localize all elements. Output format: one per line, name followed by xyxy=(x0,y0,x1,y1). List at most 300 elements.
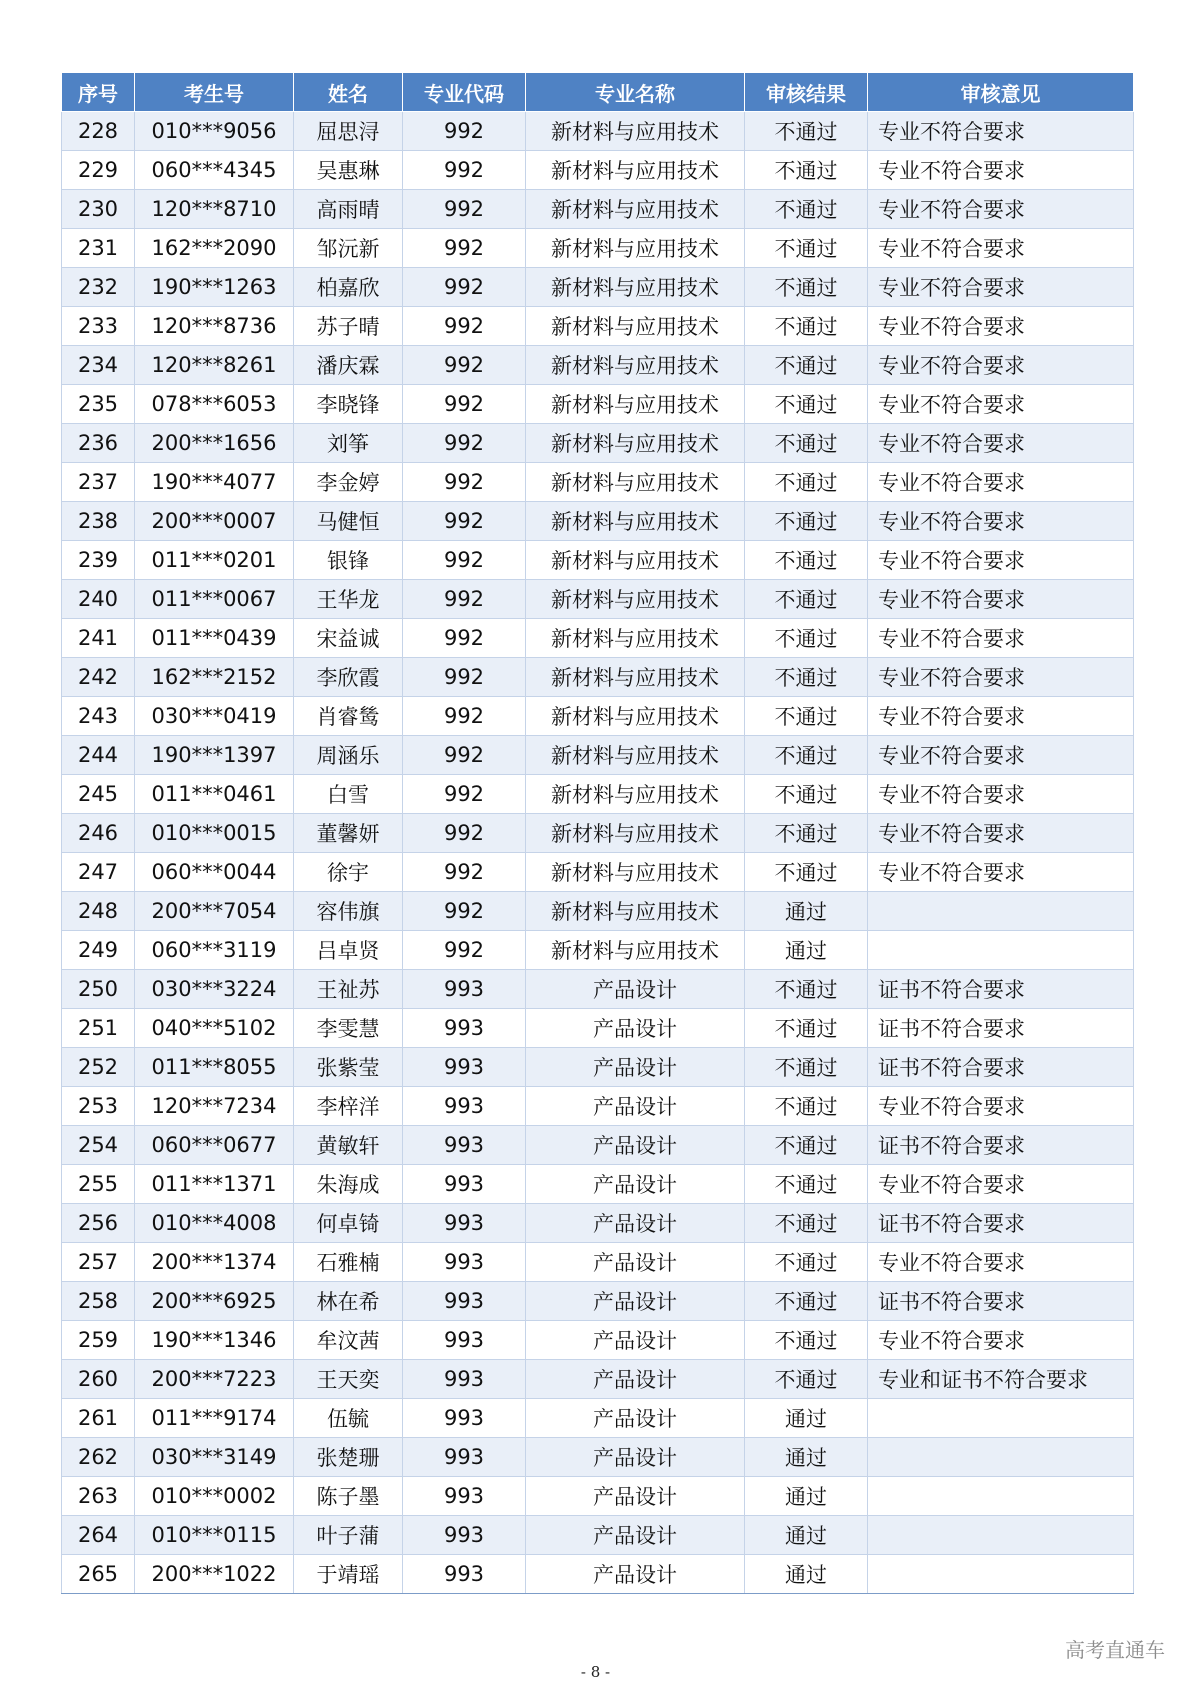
review-opinion-cell xyxy=(868,1438,1134,1477)
review-opinion-cell: 专业不符合要求 xyxy=(868,307,1134,346)
name-cell: 吴惠琳 xyxy=(294,151,403,190)
review-result-cell: 不通过 xyxy=(745,736,868,775)
watermark-text: 高考直通车 xyxy=(1065,1638,1165,1662)
review-result-cell: 通过 xyxy=(745,1555,868,1594)
review-result-cell: 不通过 xyxy=(745,346,868,385)
table-row xyxy=(62,151,1134,190)
review-result-cell: 通过 xyxy=(745,1438,868,1477)
name-cell: 李金婷 xyxy=(294,463,403,502)
candidate-number-cell: 200***6925 xyxy=(135,1282,294,1321)
major-name-cell: 新材料与应用技术 xyxy=(526,151,745,190)
review-result-cell: 不通过 xyxy=(745,697,868,736)
major-code-cell: 992 xyxy=(403,502,526,541)
major-name-cell: 新材料与应用技术 xyxy=(526,229,745,268)
table-row xyxy=(62,424,1134,463)
review-result-cell: 通过 xyxy=(745,1477,868,1516)
table-row xyxy=(62,1555,1134,1594)
major-code-cell: 993 xyxy=(403,1516,526,1555)
review-opinion-cell: 专业不符合要求 xyxy=(868,1087,1134,1126)
review-result-cell: 不通过 xyxy=(745,853,868,892)
major-code-cell: 993 xyxy=(403,1477,526,1516)
review-opinion-cell: 专业和证书不符合要求 xyxy=(868,1360,1134,1399)
serial-number-cell: 254 xyxy=(62,1126,135,1165)
name-cell: 徐宇 xyxy=(294,853,403,892)
review-opinion-cell xyxy=(868,1477,1134,1516)
major-name-cell: 产品设计 xyxy=(526,970,745,1009)
major-name-cell: 新材料与应用技术 xyxy=(526,931,745,970)
major-name-cell: 新材料与应用技术 xyxy=(526,853,745,892)
name-cell: 董馨妍 xyxy=(294,814,403,853)
candidate-number-cell: 060***4345 xyxy=(135,151,294,190)
review-opinion-cell: 专业不符合要求 xyxy=(868,697,1134,736)
major-code-cell: 993 xyxy=(403,1243,526,1282)
candidate-number-cell: 030***3224 xyxy=(135,970,294,1009)
review-result-cell: 不通过 xyxy=(745,268,868,307)
table-row xyxy=(62,463,1134,502)
review-result-cell: 不通过 xyxy=(745,502,868,541)
review-opinion-cell xyxy=(868,1516,1134,1555)
major-code-cell: 992 xyxy=(403,463,526,502)
major-name-cell: 产品设计 xyxy=(526,1204,745,1243)
major-name-cell: 产品设计 xyxy=(526,1009,745,1048)
name-cell: 伍毓 xyxy=(294,1399,403,1438)
serial-number-cell: 256 xyxy=(62,1204,135,1243)
name-cell: 容伟旗 xyxy=(294,892,403,931)
table-row xyxy=(62,931,1134,970)
major-code-cell: 993 xyxy=(403,1321,526,1360)
candidate-number-cell: 200***0007 xyxy=(135,502,294,541)
major-name-cell: 产品设计 xyxy=(526,1243,745,1282)
header-serial-number: 序号 xyxy=(62,73,135,112)
major-code-cell: 992 xyxy=(403,307,526,346)
candidate-number-cell: 162***2152 xyxy=(135,658,294,697)
major-code-cell: 992 xyxy=(403,268,526,307)
review-opinion-cell: 专业不符合要求 xyxy=(868,814,1134,853)
major-code-cell: 992 xyxy=(403,736,526,775)
major-name-cell: 新材料与应用技术 xyxy=(526,307,745,346)
serial-number-cell: 247 xyxy=(62,853,135,892)
table-row xyxy=(62,1048,1134,1087)
review-opinion-cell: 证书不符合要求 xyxy=(868,1126,1134,1165)
major-code-cell: 993 xyxy=(403,1360,526,1399)
candidate-number-cell: 011***0439 xyxy=(135,619,294,658)
review-opinion-cell: 专业不符合要求 xyxy=(868,619,1134,658)
candidate-number-cell: 190***1397 xyxy=(135,736,294,775)
name-cell: 陈子墨 xyxy=(294,1477,403,1516)
header-candidate-number: 考生号 xyxy=(135,73,294,112)
review-opinion-cell: 专业不符合要求 xyxy=(868,463,1134,502)
serial-number-cell: 242 xyxy=(62,658,135,697)
major-name-cell: 新材料与应用技术 xyxy=(526,502,745,541)
table-row xyxy=(62,190,1134,229)
serial-number-cell: 228 xyxy=(62,112,135,151)
candidate-number-cell: 030***0419 xyxy=(135,697,294,736)
review-opinion-cell: 专业不符合要求 xyxy=(868,775,1134,814)
serial-number-cell: 246 xyxy=(62,814,135,853)
serial-number-cell: 250 xyxy=(62,970,135,1009)
review-opinion-cell xyxy=(868,1399,1134,1438)
table-row xyxy=(62,697,1134,736)
serial-number-cell: 261 xyxy=(62,1399,135,1438)
serial-number-cell: 244 xyxy=(62,736,135,775)
review-result-cell: 不通过 xyxy=(745,229,868,268)
table-row xyxy=(62,307,1134,346)
major-name-cell: 新材料与应用技术 xyxy=(526,190,745,229)
candidate-number-cell: 010***0115 xyxy=(135,1516,294,1555)
review-opinion-cell: 证书不符合要求 xyxy=(868,1009,1134,1048)
table-row xyxy=(62,1165,1134,1204)
major-code-cell: 993 xyxy=(403,1087,526,1126)
candidate-number-cell: 200***1374 xyxy=(135,1243,294,1282)
review-opinion-cell: 专业不符合要求 xyxy=(868,736,1134,775)
table-row xyxy=(62,970,1134,1009)
table-row xyxy=(62,1516,1134,1555)
table-row xyxy=(62,1009,1134,1048)
name-cell: 李雯慧 xyxy=(294,1009,403,1048)
major-code-cell: 993 xyxy=(403,1165,526,1204)
review-result-cell: 不通过 xyxy=(745,1243,868,1282)
major-name-cell: 产品设计 xyxy=(526,1399,745,1438)
name-cell: 石雅楠 xyxy=(294,1243,403,1282)
serial-number-cell: 233 xyxy=(62,307,135,346)
review-result-cell: 不通过 xyxy=(745,1282,868,1321)
table-row xyxy=(62,853,1134,892)
table-body xyxy=(62,112,1134,1594)
table-row xyxy=(62,1477,1134,1516)
candidate-number-cell: 200***7223 xyxy=(135,1360,294,1399)
major-code-cell: 992 xyxy=(403,112,526,151)
header-review-opinion: 审核意见 xyxy=(868,73,1134,112)
table-row xyxy=(62,1360,1134,1399)
table-row xyxy=(62,229,1134,268)
serial-number-cell: 253 xyxy=(62,1087,135,1126)
table-row xyxy=(62,736,1134,775)
review-result-cell: 不通过 xyxy=(745,1165,868,1204)
serial-number-cell: 263 xyxy=(62,1477,135,1516)
name-cell: 高雨晴 xyxy=(294,190,403,229)
review-opinion-cell xyxy=(868,892,1134,931)
review-result-cell: 不通过 xyxy=(745,1087,868,1126)
candidate-number-cell: 060***0677 xyxy=(135,1126,294,1165)
table-row xyxy=(62,1321,1134,1360)
review-result-cell: 不通过 xyxy=(745,1048,868,1087)
serial-number-cell: 259 xyxy=(62,1321,135,1360)
serial-number-cell: 234 xyxy=(62,346,135,385)
table-row xyxy=(62,1204,1134,1243)
header-major-name: 专业名称 xyxy=(526,73,745,112)
major-code-cell: 993 xyxy=(403,1282,526,1321)
serial-number-cell: 229 xyxy=(62,151,135,190)
major-code-cell: 992 xyxy=(403,931,526,970)
major-code-cell: 992 xyxy=(403,346,526,385)
table-row xyxy=(62,892,1134,931)
review-opinion-cell: 专业不符合要求 xyxy=(868,268,1134,307)
review-opinion-cell: 专业不符合要求 xyxy=(868,580,1134,619)
major-code-cell: 992 xyxy=(403,190,526,229)
candidate-number-cell: 120***8710 xyxy=(135,190,294,229)
major-name-cell: 新材料与应用技术 xyxy=(526,658,745,697)
serial-number-cell: 238 xyxy=(62,502,135,541)
major-code-cell: 993 xyxy=(403,1048,526,1087)
name-cell: 于靖瑶 xyxy=(294,1555,403,1594)
review-result-cell: 不通过 xyxy=(745,307,868,346)
name-cell: 王华龙 xyxy=(294,580,403,619)
table-row xyxy=(62,1126,1134,1165)
candidate-number-cell: 011***0067 xyxy=(135,580,294,619)
name-cell: 李晓锋 xyxy=(294,385,403,424)
review-opinion-cell: 证书不符合要求 xyxy=(868,1282,1134,1321)
review-result-cell: 不通过 xyxy=(745,190,868,229)
review-results-table xyxy=(61,72,1134,1594)
table-row xyxy=(62,1243,1134,1282)
table-row xyxy=(62,1087,1134,1126)
review-result-cell: 不通过 xyxy=(745,151,868,190)
header-major-code: 专业代码 xyxy=(403,73,526,112)
candidate-number-cell: 010***0015 xyxy=(135,814,294,853)
candidate-number-cell: 011***0201 xyxy=(135,541,294,580)
table-row xyxy=(62,1438,1134,1477)
name-cell: 潘庆霖 xyxy=(294,346,403,385)
review-opinion-cell: 专业不符合要求 xyxy=(868,229,1134,268)
serial-number-cell: 251 xyxy=(62,1009,135,1048)
major-code-cell: 993 xyxy=(403,1204,526,1243)
name-cell: 何卓锜 xyxy=(294,1204,403,1243)
major-name-cell: 产品设计 xyxy=(526,1360,745,1399)
page-number: - 8 - xyxy=(580,1663,611,1681)
review-opinion-cell: 专业不符合要求 xyxy=(868,853,1134,892)
candidate-number-cell: 120***8261 xyxy=(135,346,294,385)
major-code-cell: 993 xyxy=(403,1009,526,1048)
name-cell: 银锋 xyxy=(294,541,403,580)
candidate-number-cell: 010***9056 xyxy=(135,112,294,151)
major-code-cell: 992 xyxy=(403,697,526,736)
name-cell: 肖睿鸶 xyxy=(294,697,403,736)
serial-number-cell: 230 xyxy=(62,190,135,229)
candidate-number-cell: 078***6053 xyxy=(135,385,294,424)
major-code-cell: 993 xyxy=(403,1555,526,1594)
serial-number-cell: 245 xyxy=(62,775,135,814)
table-row xyxy=(62,775,1134,814)
serial-number-cell: 262 xyxy=(62,1438,135,1477)
review-opinion-cell: 专业不符合要求 xyxy=(868,151,1134,190)
major-name-cell: 产品设计 xyxy=(526,1438,745,1477)
name-cell: 柏嘉欣 xyxy=(294,268,403,307)
major-code-cell: 992 xyxy=(403,385,526,424)
serial-number-cell: 237 xyxy=(62,463,135,502)
review-result-cell: 不通过 xyxy=(745,463,868,502)
serial-number-cell: 236 xyxy=(62,424,135,463)
candidate-number-cell: 190***1263 xyxy=(135,268,294,307)
review-opinion-cell xyxy=(868,1555,1134,1594)
serial-number-cell: 257 xyxy=(62,1243,135,1282)
review-opinion-cell: 专业不符合要求 xyxy=(868,190,1134,229)
review-result-cell: 不通过 xyxy=(745,619,868,658)
review-result-cell: 不通过 xyxy=(745,1204,868,1243)
review-result-cell: 不通过 xyxy=(745,541,868,580)
candidate-number-cell: 200***7054 xyxy=(135,892,294,931)
review-result-cell: 通过 xyxy=(745,1399,868,1438)
serial-number-cell: 248 xyxy=(62,892,135,931)
header-name: 姓名 xyxy=(294,73,403,112)
review-result-cell: 不通过 xyxy=(745,775,868,814)
major-code-cell: 992 xyxy=(403,853,526,892)
name-cell: 朱海成 xyxy=(294,1165,403,1204)
name-cell: 张楚珊 xyxy=(294,1438,403,1477)
serial-number-cell: 249 xyxy=(62,931,135,970)
serial-number-cell: 239 xyxy=(62,541,135,580)
review-opinion-cell: 专业不符合要求 xyxy=(868,1321,1134,1360)
review-result-cell: 不通过 xyxy=(745,1321,868,1360)
major-name-cell: 产品设计 xyxy=(526,1126,745,1165)
table-row xyxy=(62,814,1134,853)
serial-number-cell: 235 xyxy=(62,385,135,424)
review-opinion-cell: 专业不符合要求 xyxy=(868,541,1134,580)
major-code-cell: 992 xyxy=(403,892,526,931)
serial-number-cell: 232 xyxy=(62,268,135,307)
name-cell: 邹沅新 xyxy=(294,229,403,268)
review-opinion-cell xyxy=(868,931,1134,970)
table-row xyxy=(62,385,1134,424)
review-opinion-cell: 专业不符合要求 xyxy=(868,1243,1134,1282)
major-name-cell: 新材料与应用技术 xyxy=(526,580,745,619)
name-cell: 李梓洋 xyxy=(294,1087,403,1126)
major-code-cell: 992 xyxy=(403,658,526,697)
candidate-number-cell: 060***3119 xyxy=(135,931,294,970)
table-row xyxy=(62,1399,1134,1438)
review-opinion-cell: 专业不符合要求 xyxy=(868,346,1134,385)
major-code-cell: 992 xyxy=(403,580,526,619)
major-name-cell: 产品设计 xyxy=(526,1321,745,1360)
serial-number-cell: 260 xyxy=(62,1360,135,1399)
review-opinion-cell: 专业不符合要求 xyxy=(868,112,1134,151)
serial-number-cell: 265 xyxy=(62,1555,135,1594)
serial-number-cell: 252 xyxy=(62,1048,135,1087)
candidate-number-cell: 120***7234 xyxy=(135,1087,294,1126)
review-result-cell: 不通过 xyxy=(745,424,868,463)
major-code-cell: 993 xyxy=(403,1399,526,1438)
major-code-cell: 992 xyxy=(403,424,526,463)
candidate-number-cell: 040***5102 xyxy=(135,1009,294,1048)
review-result-cell: 不通过 xyxy=(745,580,868,619)
name-cell: 王天奕 xyxy=(294,1360,403,1399)
name-cell: 苏子晴 xyxy=(294,307,403,346)
name-cell: 刘筝 xyxy=(294,424,403,463)
review-result-cell: 不通过 xyxy=(745,814,868,853)
table-row xyxy=(62,112,1134,151)
major-name-cell: 产品设计 xyxy=(526,1516,745,1555)
candidate-number-cell: 011***0461 xyxy=(135,775,294,814)
candidate-number-cell: 120***8736 xyxy=(135,307,294,346)
table-row xyxy=(62,619,1134,658)
candidate-number-cell: 011***9174 xyxy=(135,1399,294,1438)
major-name-cell: 产品设计 xyxy=(526,1165,745,1204)
major-name-cell: 新材料与应用技术 xyxy=(526,775,745,814)
name-cell: 白雪 xyxy=(294,775,403,814)
table-row xyxy=(62,658,1134,697)
review-result-cell: 不通过 xyxy=(745,1009,868,1048)
review-opinion-cell: 证书不符合要求 xyxy=(868,1048,1134,1087)
name-cell: 马健恒 xyxy=(294,502,403,541)
table-row xyxy=(62,268,1134,307)
name-cell: 宋益诚 xyxy=(294,619,403,658)
name-cell: 黄敏轩 xyxy=(294,1126,403,1165)
review-result-cell: 不通过 xyxy=(745,112,868,151)
major-code-cell: 992 xyxy=(403,775,526,814)
major-name-cell: 新材料与应用技术 xyxy=(526,892,745,931)
serial-number-cell: 243 xyxy=(62,697,135,736)
major-name-cell: 产品设计 xyxy=(526,1048,745,1087)
candidate-number-cell: 011***8055 xyxy=(135,1048,294,1087)
serial-number-cell: 231 xyxy=(62,229,135,268)
name-cell: 林在希 xyxy=(294,1282,403,1321)
candidate-number-cell: 162***2090 xyxy=(135,229,294,268)
major-name-cell: 新材料与应用技术 xyxy=(526,112,745,151)
major-name-cell: 新材料与应用技术 xyxy=(526,424,745,463)
major-name-cell: 产品设计 xyxy=(526,1282,745,1321)
review-result-cell: 不通过 xyxy=(745,970,868,1009)
serial-number-cell: 240 xyxy=(62,580,135,619)
major-name-cell: 新材料与应用技术 xyxy=(526,814,745,853)
table-row xyxy=(62,1282,1134,1321)
major-name-cell: 新材料与应用技术 xyxy=(526,697,745,736)
table-header-row xyxy=(62,73,1134,112)
candidate-number-cell: 200***1656 xyxy=(135,424,294,463)
name-cell: 吕卓贤 xyxy=(294,931,403,970)
major-name-cell: 产品设计 xyxy=(526,1555,745,1594)
candidate-number-cell: 030***3149 xyxy=(135,1438,294,1477)
name-cell: 王祉苏 xyxy=(294,970,403,1009)
serial-number-cell: 255 xyxy=(62,1165,135,1204)
name-cell: 周涵乐 xyxy=(294,736,403,775)
candidate-number-cell: 190***1346 xyxy=(135,1321,294,1360)
candidate-number-cell: 010***0002 xyxy=(135,1477,294,1516)
major-name-cell: 新材料与应用技术 xyxy=(526,268,745,307)
review-result-cell: 不通过 xyxy=(745,658,868,697)
name-cell: 李欣霞 xyxy=(294,658,403,697)
major-name-cell: 新材料与应用技术 xyxy=(526,385,745,424)
major-name-cell: 新材料与应用技术 xyxy=(526,619,745,658)
review-opinion-cell: 证书不符合要求 xyxy=(868,1204,1134,1243)
name-cell: 张紫莹 xyxy=(294,1048,403,1087)
review-opinion-cell: 专业不符合要求 xyxy=(868,1165,1134,1204)
table-row xyxy=(62,346,1134,385)
major-code-cell: 993 xyxy=(403,970,526,1009)
major-code-cell: 993 xyxy=(403,1126,526,1165)
major-code-cell: 992 xyxy=(403,814,526,853)
serial-number-cell: 264 xyxy=(62,1516,135,1555)
major-code-cell: 992 xyxy=(403,151,526,190)
review-result-cell: 不通过 xyxy=(745,1360,868,1399)
major-code-cell: 993 xyxy=(403,1438,526,1477)
major-name-cell: 产品设计 xyxy=(526,1477,745,1516)
review-result-cell: 不通过 xyxy=(745,1126,868,1165)
candidate-number-cell: 200***1022 xyxy=(135,1555,294,1594)
name-cell: 叶子蒲 xyxy=(294,1516,403,1555)
candidate-number-cell: 010***4008 xyxy=(135,1204,294,1243)
candidate-number-cell: 011***1371 xyxy=(135,1165,294,1204)
review-opinion-cell: 专业不符合要求 xyxy=(868,424,1134,463)
table-row xyxy=(62,541,1134,580)
candidate-number-cell: 060***0044 xyxy=(135,853,294,892)
review-opinion-cell: 专业不符合要求 xyxy=(868,502,1134,541)
major-name-cell: 新材料与应用技术 xyxy=(526,736,745,775)
review-opinion-cell: 证书不符合要求 xyxy=(868,970,1134,1009)
table-row xyxy=(62,502,1134,541)
review-result-cell: 不通过 xyxy=(745,385,868,424)
candidate-number-cell: 190***4077 xyxy=(135,463,294,502)
major-code-cell: 992 xyxy=(403,619,526,658)
name-cell: 屈思浔 xyxy=(294,112,403,151)
